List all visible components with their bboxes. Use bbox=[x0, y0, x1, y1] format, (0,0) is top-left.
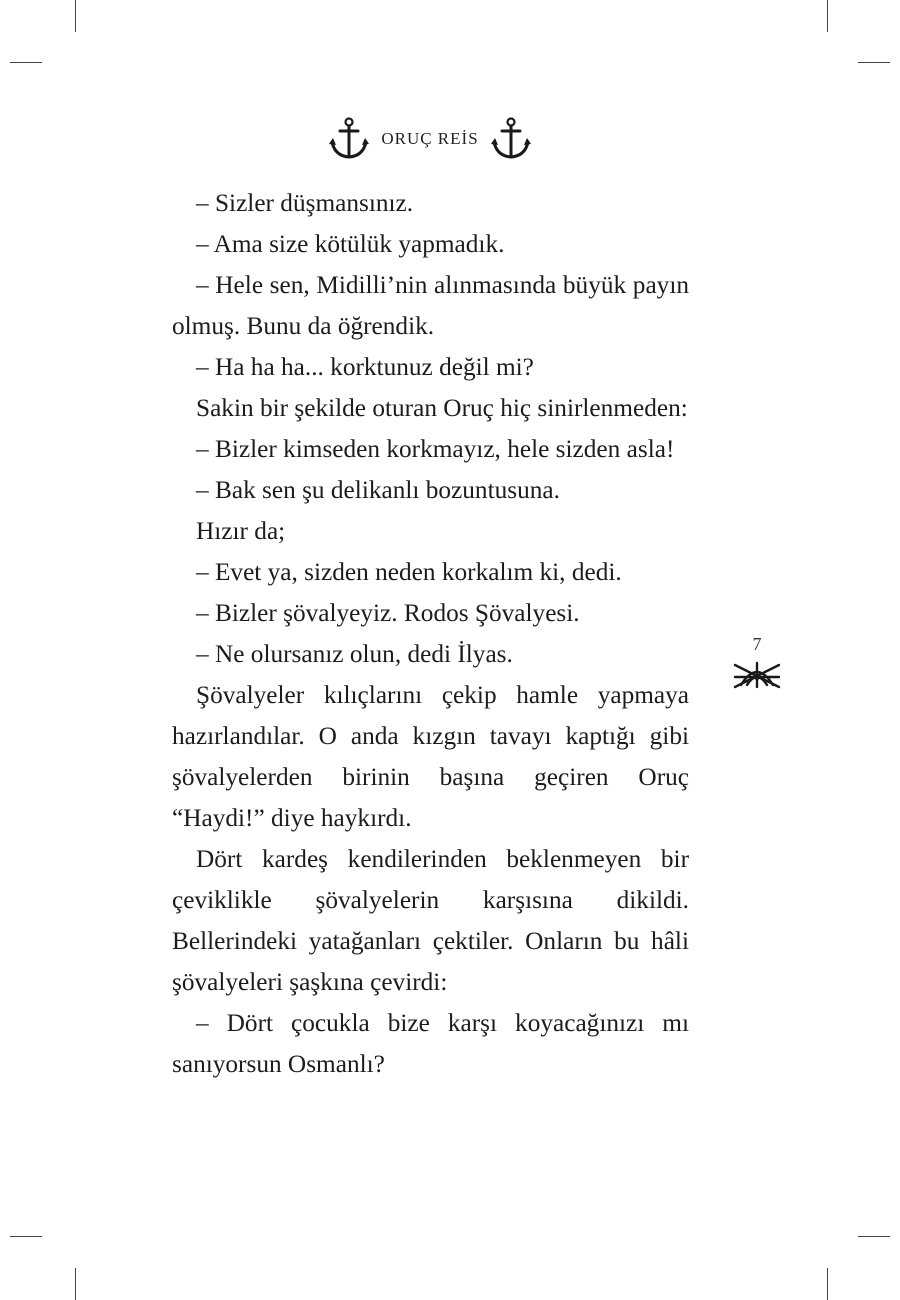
ship-wheel-icon bbox=[731, 651, 783, 691]
paragraph: Hızır da; bbox=[196, 517, 286, 545]
paragraph: – Ha ha ha... korktunuz değil mi? bbox=[196, 353, 534, 381]
paragraph: Dört kardeş kendilerinden beklenmeyen bir çeviklikle şövalyelerin karşısına dikildi. Bellerindeki yatağanları çektiler. Onların bu hâli şövalyeleri şaşkına çevirdi: bbox=[172, 845, 689, 996]
paragraph: – Evet ya, sizden neden korkalım ki, dedi. bbox=[196, 558, 622, 586]
crop-mark-left-top bbox=[10, 62, 42, 63]
paragraph: Şövalyeler kılıçlarını çekip hamle yapmaya hazırlandılar. O anda kızgın tavayı kaptığı gibi şövalyelerden birinin başına geçiren Oruç “Haydi!” diye haykırdı. bbox=[172, 681, 689, 832]
running-header bbox=[0, 116, 860, 162]
paragraph: – Bizler şövalyeyiz. Rodos Şövalyesi. bbox=[196, 599, 580, 627]
crop-mark-left-bottom bbox=[10, 1236, 42, 1237]
paragraph: – Ne olursanız olun, dedi İlyas. bbox=[196, 640, 513, 668]
page-number: 7 bbox=[752, 634, 762, 654]
crop-mark-right-bottom bbox=[858, 1236, 890, 1237]
crop-mark-top-left bbox=[75, 0, 76, 32]
crop-mark-top-right bbox=[827, 0, 828, 32]
crop-mark-bottom-left bbox=[75, 1268, 76, 1300]
paragraph: – Hele sen, Midilli’nin alınmasında büyük payın olmuş. Bunu da öğrendik. bbox=[172, 271, 689, 340]
anchor-icon bbox=[327, 116, 371, 162]
paragraph: – Ama size kötülük yapmadık. bbox=[196, 230, 505, 258]
body-text bbox=[172, 183, 689, 1085]
page-number-ornament bbox=[728, 635, 786, 695]
paragraph: Sakin bir şekilde oturan Oruç hiç sinirlenmeden: bbox=[196, 394, 688, 422]
paragraph: – Bak sen şu delikanlı bozuntusuna. bbox=[196, 476, 560, 504]
crop-mark-right-top bbox=[858, 62, 890, 63]
anchor-icon bbox=[489, 116, 533, 162]
header-title: ORUÇ REİS bbox=[381, 129, 479, 148]
crop-mark-bottom-right bbox=[827, 1268, 828, 1300]
paragraph: – Sizler düşmansınız. bbox=[196, 189, 414, 217]
paragraph: – Bizler kimseden korkmayız, hele sizden asla! bbox=[196, 435, 675, 463]
paragraph: – Dört çocukla bize karşı koyacağınızı mı sanıyorsun Osmanlı? bbox=[172, 1009, 689, 1078]
